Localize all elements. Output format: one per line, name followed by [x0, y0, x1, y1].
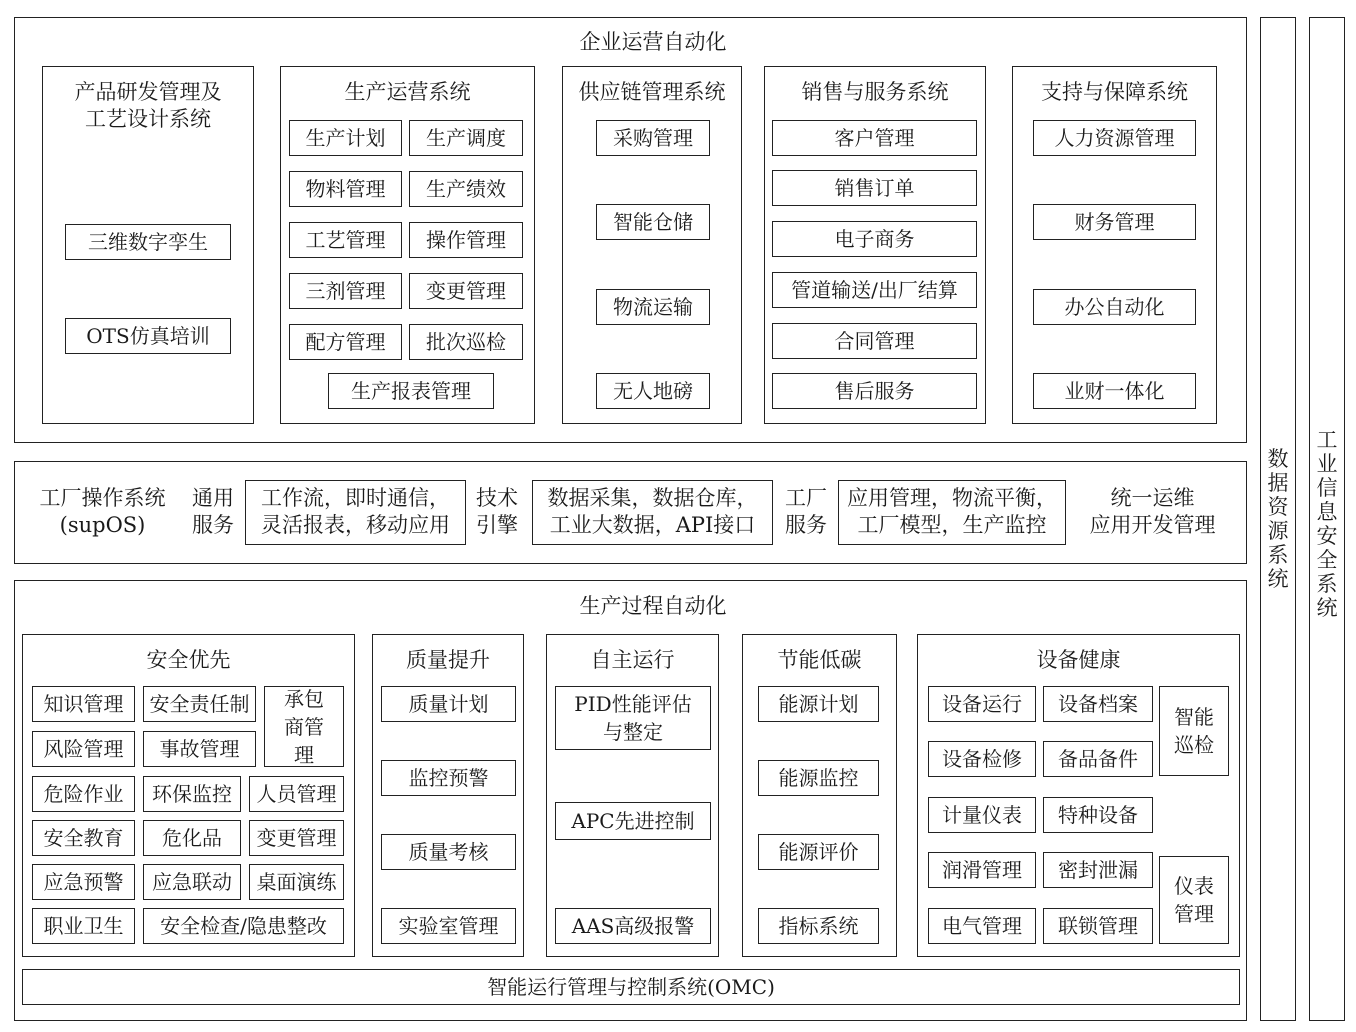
equip-item-instrument[interactable]: 仪表管理 [1159, 856, 1229, 944]
supply-item-warehouse[interactable]: 智能仓储 [596, 204, 710, 240]
sales-item-after-sales[interactable]: 售后服务 [772, 373, 977, 409]
equip-item-operation[interactable]: 设备运行 [928, 686, 1036, 722]
equip-item-smart-patrol[interactable]: 智能巡检 [1159, 686, 1229, 776]
support-item-hr[interactable]: 人力资源管理 [1033, 120, 1196, 156]
supply-item-weighbridge[interactable]: 无人地磅 [596, 373, 710, 409]
rd-design-title-line1: 产品研发管理及 [74, 80, 222, 104]
enterprise-operations-title: 企业运营自动化 [579, 30, 727, 54]
safety-item-contractor[interactable]: 承包商管理 [264, 686, 344, 767]
energy-item-plan[interactable]: 能源计划 [758, 686, 879, 722]
prod-item-operation[interactable]: 操作管理 [409, 222, 523, 258]
safety-item-responsibility[interactable]: 安全责任制 [143, 686, 256, 722]
safety-item-hazchem[interactable]: 危化品 [143, 820, 241, 856]
energy-title: 节能低碳 [777, 648, 862, 672]
unified-ops-line2: 应用开发管理 [1089, 513, 1216, 537]
supply-item-purchase[interactable]: 采购管理 [596, 120, 710, 156]
prod-item-dispatch[interactable]: 生产调度 [409, 120, 523, 156]
rd-item-ots-training[interactable]: OTS仿真培训 [65, 318, 231, 354]
energy-item-evaluation[interactable]: 能源评价 [758, 834, 879, 870]
quality-item-plan[interactable]: 质量计划 [381, 686, 516, 722]
safety-item-change[interactable]: 变更管理 [249, 820, 344, 856]
safety-item-education[interactable]: 安全教育 [32, 820, 135, 856]
safety-item-inspection[interactable]: 安全检查/隐患整改 [143, 908, 344, 944]
equipment-health-title: 设备健康 [1036, 648, 1121, 672]
safety-first-title: 安全优先 [146, 648, 231, 672]
data-resource-label: 数 据 资 源 系 统 [1267, 447, 1289, 591]
equip-item-lubrication[interactable]: 润滑管理 [928, 852, 1036, 888]
equip-item-repair[interactable]: 设备检修 [928, 741, 1036, 777]
safety-item-risk[interactable]: 风险管理 [32, 731, 135, 767]
process-automation-title: 生产过程自动化 [579, 594, 727, 618]
sales-item-order[interactable]: 销售订单 [772, 170, 977, 206]
industrial-security-label: 工 业 信 息 安 全 系 统 [1316, 428, 1338, 620]
autonomous-title: 自主运行 [590, 648, 675, 672]
energy-item-indicators[interactable]: 指标系统 [758, 908, 879, 944]
equip-item-interlock[interactable]: 联锁管理 [1043, 908, 1153, 944]
unified-ops-line1: 统一运维 [1110, 486, 1195, 510]
plant-service-line1: 应用管理，物流平衡， [847, 486, 1057, 510]
prod-item-process[interactable]: 工艺管理 [289, 222, 402, 258]
production-operations-title: 生产运营系统 [344, 80, 471, 104]
safety-item-emergency-warning[interactable]: 应急预警 [32, 864, 135, 900]
factory-os-name-line2: (supOS) [59, 513, 146, 537]
tech-engine-label-line2: 引擎 [476, 513, 518, 537]
prod-item-change[interactable]: 变更管理 [409, 273, 523, 309]
equip-item-seal-leak[interactable]: 密封泄漏 [1043, 852, 1153, 888]
plant-service-label-line1: 工厂 [785, 486, 827, 510]
equip-item-metering[interactable]: 计量仪表 [928, 797, 1036, 833]
support-item-office[interactable]: 办公自动化 [1033, 289, 1196, 325]
tech-engine-line2: 工业大数据，API接口 [549, 513, 756, 537]
rd-design-title-line2: 工艺设计系统 [85, 107, 211, 131]
energy-item-monitor[interactable]: 能源监控 [758, 760, 879, 796]
general-service-line2: 灵活报表，移动应用 [261, 513, 450, 537]
tech-engine-label-line1: 技术 [476, 486, 518, 510]
tech-engine-line1: 数据采集，数据仓库， [547, 486, 758, 510]
equip-item-archive[interactable]: 设备档案 [1043, 686, 1153, 722]
supply-item-logistics[interactable]: 物流运输 [596, 289, 710, 325]
prod-item-batch-inspect[interactable]: 批次巡检 [409, 324, 523, 360]
support-system-title: 支持与保障系统 [1041, 80, 1188, 104]
support-item-finance[interactable]: 财务管理 [1033, 204, 1196, 240]
sales-item-contract[interactable]: 合同管理 [772, 323, 977, 359]
sales-item-ecommerce[interactable]: 电子商务 [772, 221, 977, 257]
quality-item-monitor-warning[interactable]: 监控预警 [381, 760, 516, 796]
general-service-label-line2: 服务 [192, 513, 234, 537]
auto-item-aas[interactable]: AAS高级报警 [555, 908, 711, 944]
rd-item-digital-twin[interactable]: 三维数字孪生 [65, 224, 231, 260]
general-service-label-line1: 通用 [192, 486, 234, 510]
safety-item-environment[interactable]: 环保监控 [143, 776, 241, 812]
safety-item-accident[interactable]: 事故管理 [143, 731, 256, 767]
sales-item-pipeline-settlement[interactable]: 管道输送/出厂结算 [772, 272, 977, 308]
equip-item-special[interactable]: 特种设备 [1043, 797, 1153, 833]
plant-service-line2: 工厂模型，生产监控 [857, 513, 1047, 537]
safety-item-tabletop-drill[interactable]: 桌面演练 [249, 864, 344, 900]
safety-item-emergency-linkage[interactable]: 应急联动 [143, 864, 241, 900]
quality-item-assessment[interactable]: 质量考核 [381, 834, 516, 870]
safety-item-personnel[interactable]: 人员管理 [249, 776, 344, 812]
plant-service-label-line2: 服务 [785, 513, 827, 537]
safety-item-knowledge[interactable]: 知识管理 [32, 686, 135, 722]
prod-item-performance[interactable]: 生产绩效 [409, 171, 523, 207]
prod-item-plan[interactable]: 生产计划 [289, 120, 402, 156]
sales-service-title: 销售与服务系统 [801, 80, 949, 104]
prod-item-report[interactable]: 生产报表管理 [328, 373, 494, 409]
equip-item-spare-parts[interactable]: 备品备件 [1043, 741, 1153, 777]
prod-item-recipe[interactable]: 配方管理 [289, 324, 402, 360]
quality-title: 质量提升 [406, 648, 490, 672]
auto-item-pid[interactable]: PID性能评估与整定 [555, 686, 711, 750]
safety-item-hazardous-work[interactable]: 危险作业 [32, 776, 135, 812]
support-item-business-finance[interactable]: 业财一体化 [1033, 373, 1196, 409]
quality-item-lab[interactable]: 实验室管理 [381, 908, 516, 944]
supply-chain-title: 供应链管理系统 [578, 80, 726, 104]
prod-item-material[interactable]: 物料管理 [289, 171, 402, 207]
safety-item-occupational-health[interactable]: 职业卫生 [32, 908, 135, 944]
equip-item-electrical[interactable]: 电气管理 [928, 908, 1036, 944]
prod-item-chemicals[interactable]: 三剂管理 [289, 273, 402, 309]
sales-item-customer[interactable]: 客户管理 [772, 120, 977, 156]
auto-item-apc[interactable]: APC先进控制 [555, 802, 711, 840]
omc-system-bar[interactable]: 智能运行管理与控制系统(OMC) [22, 969, 1240, 1005]
general-service-line1: 工作流，即时通信， [261, 486, 450, 510]
factory-os-name-line1: 工厂操作系统 [39, 486, 166, 510]
